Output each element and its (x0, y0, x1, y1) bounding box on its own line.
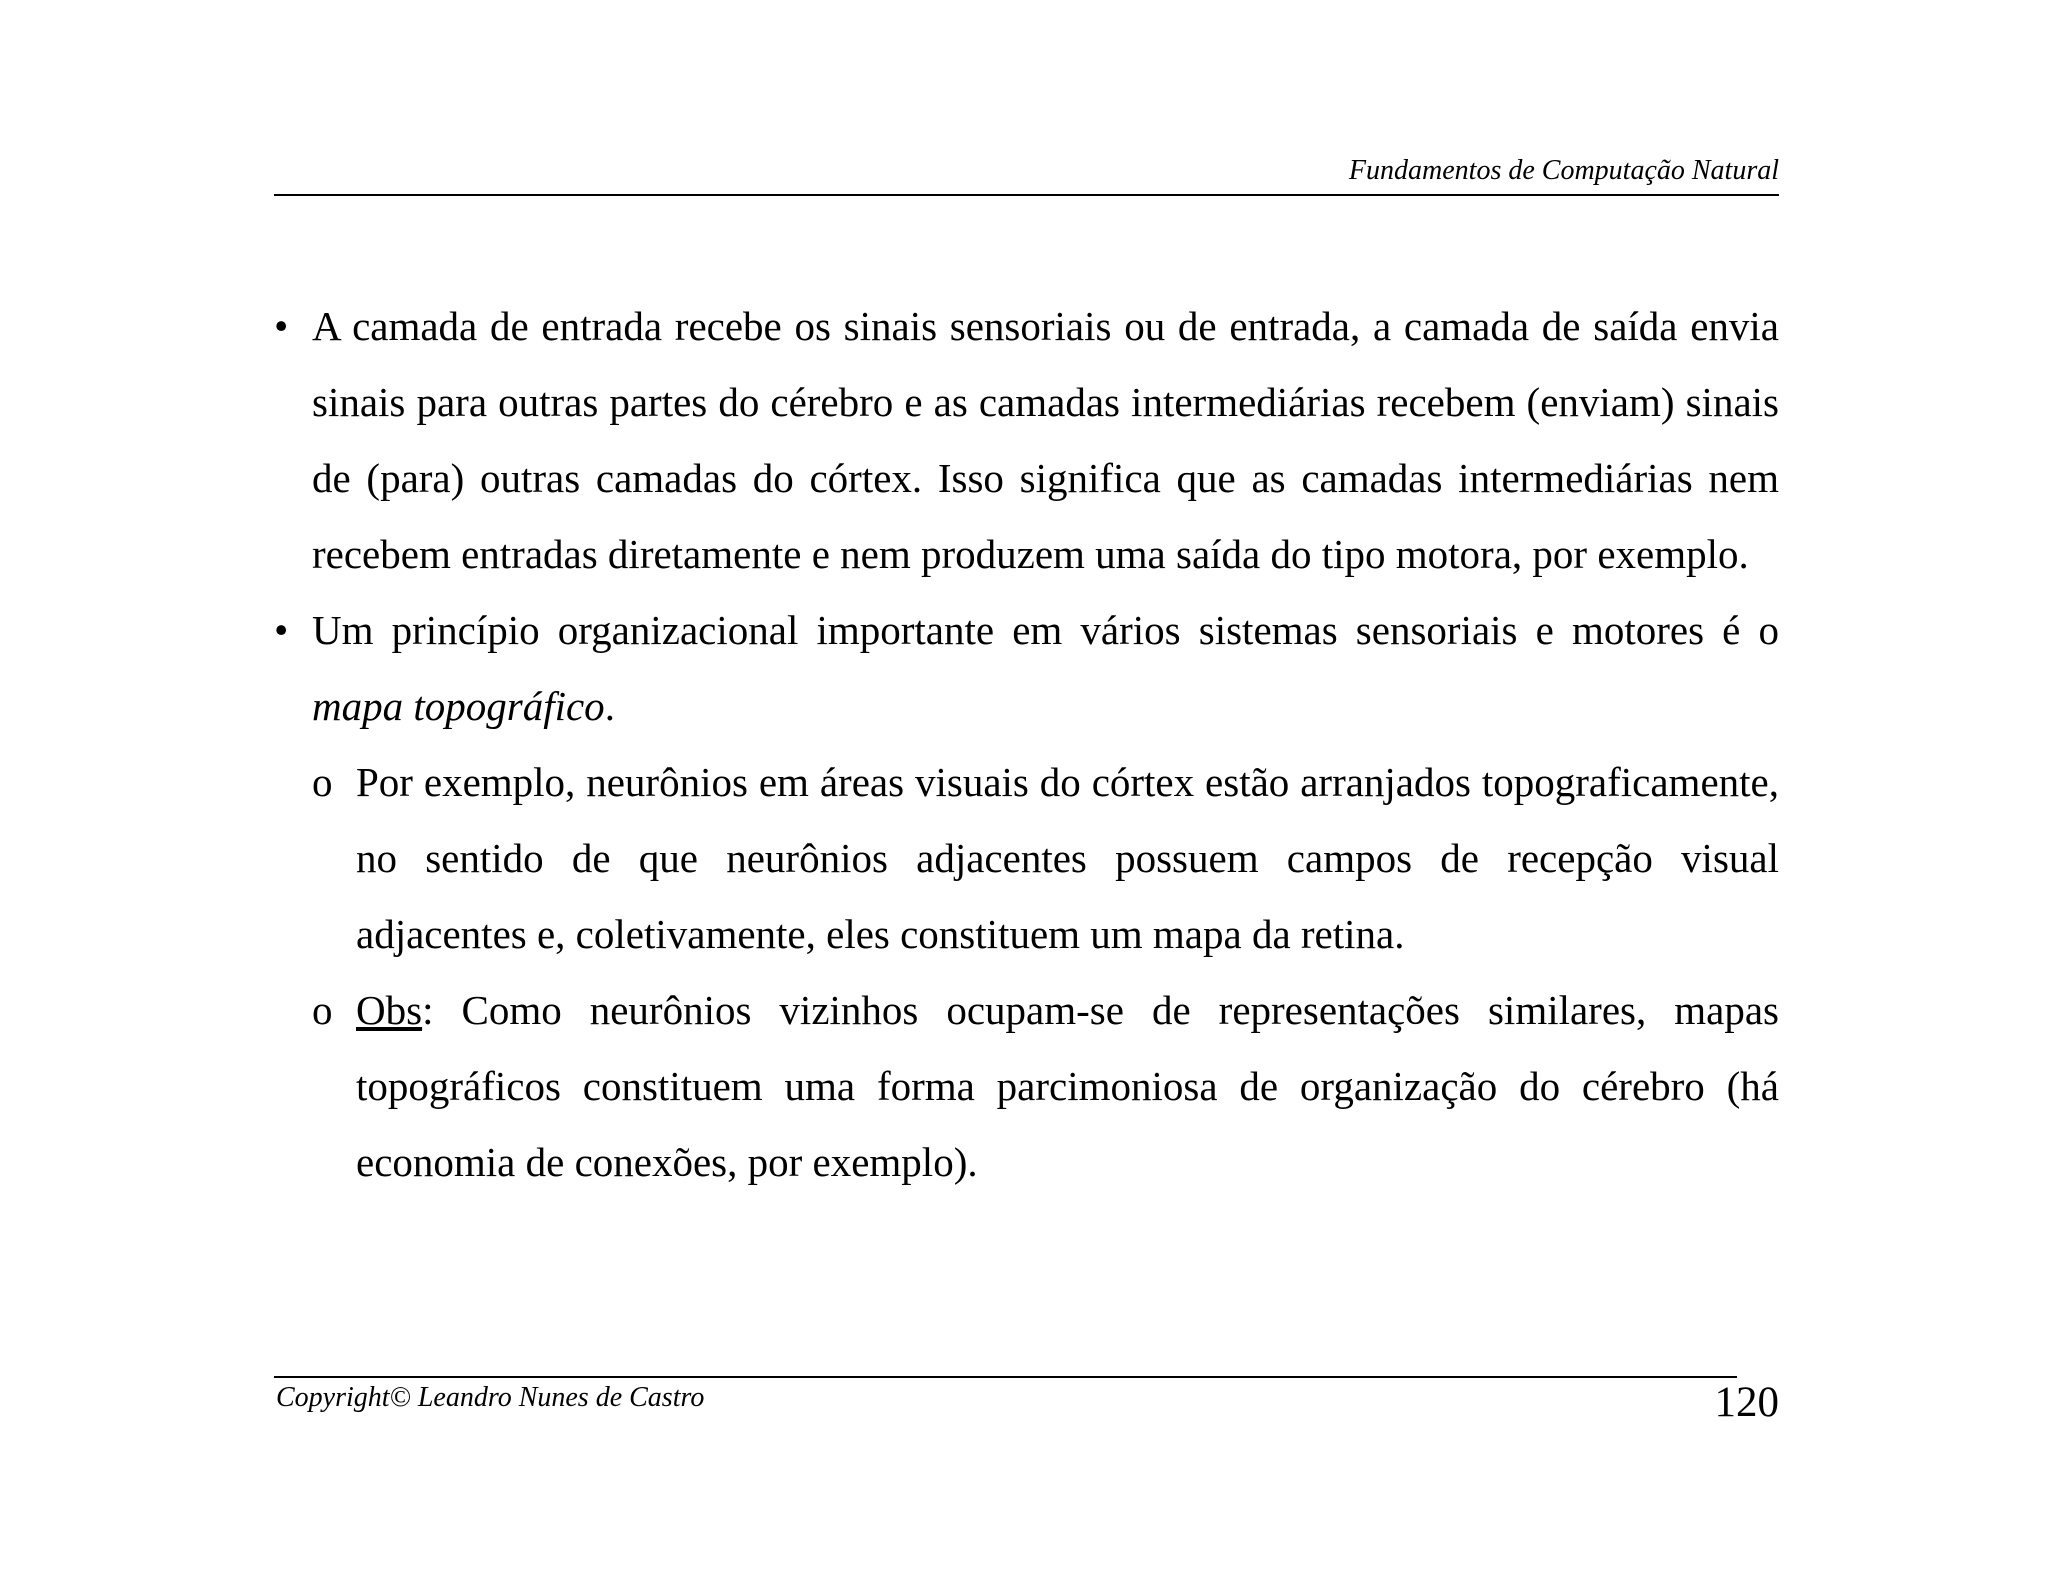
bullet-icon: • (274, 607, 289, 653)
sub-bullet-text: Por exemplo, neurônios em áreas visuais do córtex estão arranjados topograficamente, no sentido de que neurônios adjacentes possuem campos de recepção visual adjacentes e, coletivamente, eles constituem um mapa da retina. (356, 759, 1779, 957)
copyright-text: Copyright© Leandro Nunes de Castro (276, 1382, 705, 1413)
bullet-item (274, 592, 1779, 744)
page-header (274, 150, 1779, 196)
page-content (274, 288, 1779, 1200)
sub-bullet-item (274, 744, 1779, 972)
bullet-text: A camada de entrada recebe os sinais sensoriais ou de entrada, a camada de saída envia sinais para outras partes do cérebro e as camadas intermediárias recebem (enviam) sinais de (para) outras camadas do córtex. Isso significa que as camadas intermediárias nem recebem entradas diretamente e nem produzem uma saída do tipo motora, por exemplo. (312, 303, 1779, 577)
bullet-icon: • (274, 303, 289, 349)
emphasized-term: mapa topográfico (312, 683, 605, 729)
bullet-item (274, 288, 1779, 592)
sub-bullet-item (274, 972, 1779, 1200)
bullet-text-end: . (604, 683, 615, 729)
bullet-text: Um princípio organizacional importante em vários sistemas sensoriais e motores é o (312, 607, 1779, 653)
page-number: 120 (1714, 1379, 1779, 1426)
sub-bullet-icon: o (312, 987, 333, 1033)
obs-label: Obs (356, 987, 423, 1033)
sub-bullet-icon: o (312, 759, 333, 805)
running-title: Fundamentos de Computação Natural (1348, 155, 1779, 186)
sub-bullet-text: : Como neurônios vizinhos ocupam-se de representações similares, mapas topográficos constituem uma forma parcimoniosa de organização do cérebro (há economia de conexões, por exemplo). (356, 987, 1779, 1185)
